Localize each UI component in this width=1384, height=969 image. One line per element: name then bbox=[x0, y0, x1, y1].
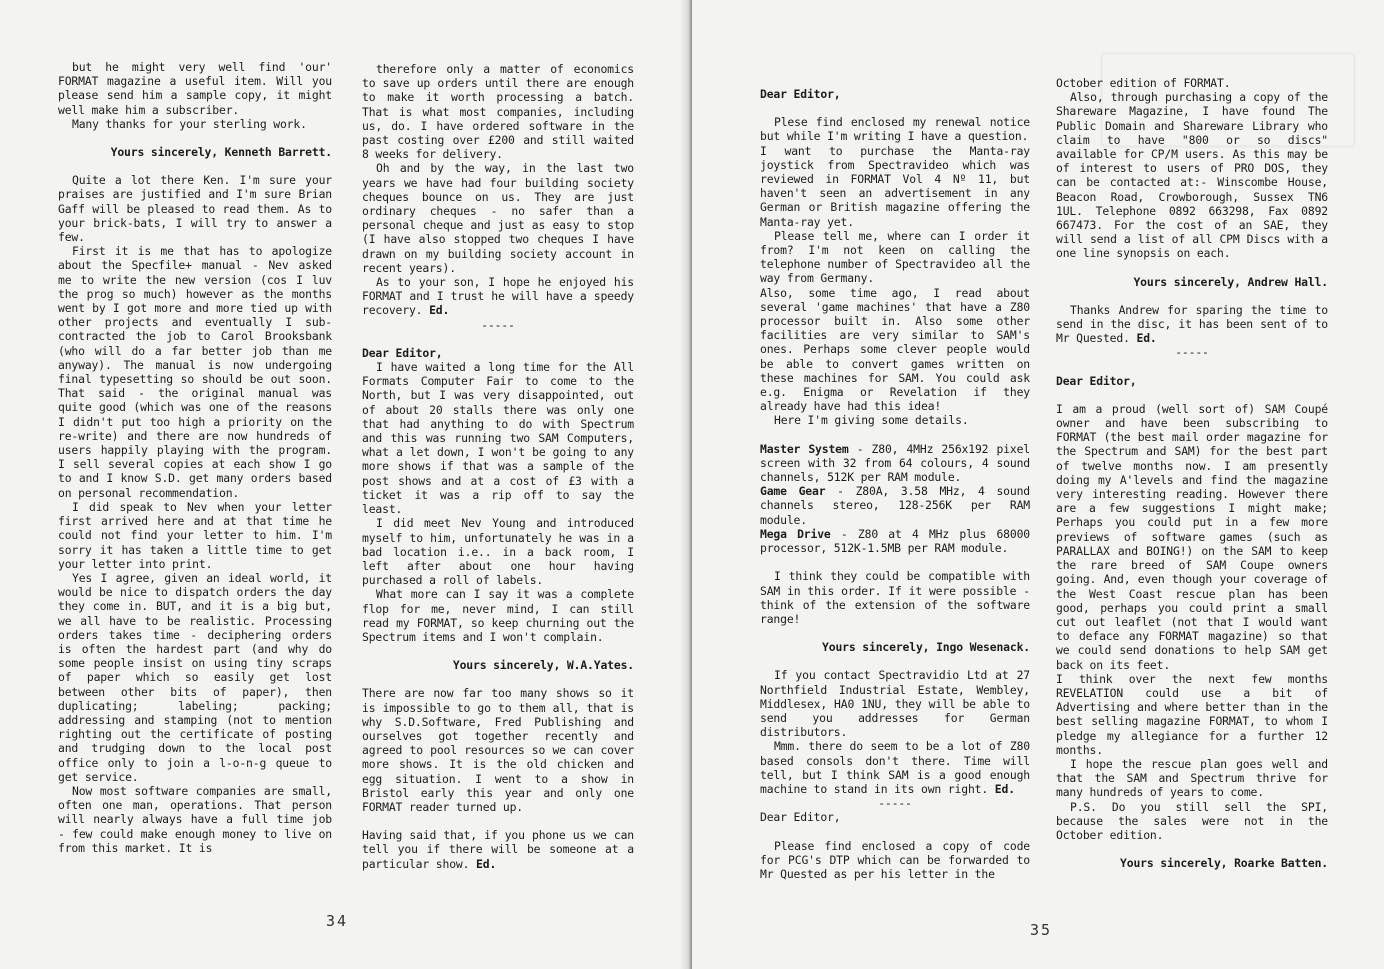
body-paragraph bbox=[1056, 402, 1328, 672]
paragraph-text: I am a proud (well sort of) SAM Coupé owner and have been subscribing to FORMAT (the best mail order magazine for the Spectrum and SAM) for the best part of twelve months now. I am presently doing my A'levels and find the magazine very interesting reading. However there are a few suggestions I might make; Perhaps you could put in a few more previews of software games (such as PARALLAX and BOING!) on the SAM to keep the rare breed of SAM Coupe owners going. And, even though your coverage of the West Coast rescue plan has been good, perhaps you could print a small cut out leaflet (not that I would want to deface any FORMAT magazine) so that we could send donations to help SAM get back on its feet. bbox=[1056, 401, 1328, 672]
paragraph-text: - Z80A, 3.58 MHz, 4 sound channels stereo, 128-256K per RAM module. bbox=[760, 484, 1030, 527]
editor-tag: Ed. bbox=[422, 303, 450, 318]
paragraph-text: Also, some time ago, I read about several 'game machines' that have a Z80 processor built in. Also some other facilities are very similar to SAM's ones. Perhaps some clever people would be able to convert games written on these machines for SAM. You could ask e.g. Enigma or Revelation if they already have had this idea! bbox=[760, 285, 1030, 414]
letter-signature: Yours sincerely, Kenneth Barrett. bbox=[110, 145, 332, 160]
body-paragraph bbox=[58, 571, 332, 784]
body-paragraph bbox=[1056, 303, 1328, 346]
letter-salutation: Dear Editor, bbox=[760, 810, 841, 825]
body-paragraph bbox=[760, 144, 1030, 229]
paragraph-text: Here I'm giving some details. bbox=[774, 413, 969, 428]
body-paragraph bbox=[362, 516, 634, 587]
page-number-left: 34 bbox=[326, 912, 349, 930]
paragraph-text: Yes I agree, given an ideal world, it would be nice to dispatch orders the day they come in. BUT, and it is a big but, we all have to be realistic. Processing orders takes time - deciphering orders is often the hardest part (and why do some people insist on using tiny scraps of paper which so easily get lost between other bits of paper), then duplicating; labeling; packing; addressing and stamping (not to mention righting out the certificate of posting and trudging down to the local post office only to join a l-o-n-g queue to get service. bbox=[58, 570, 332, 784]
editor-tag: Ed. bbox=[988, 781, 1015, 796]
right-page-column-1 bbox=[760, 73, 1030, 881]
paragraph-text: Oh and by the way, in the last two years we have had four building society cheques bounce on us. They are just ordinary cheques - no safer than a personal cheque and just as easy to stop (I have also stopped two cheques I have drawn on my building society account in recent years). bbox=[362, 161, 634, 275]
body-paragraph bbox=[362, 587, 634, 644]
body-paragraph bbox=[1056, 757, 1328, 800]
body-paragraph bbox=[760, 668, 1030, 739]
spec-heading: Master System bbox=[760, 441, 849, 456]
paragraph-text: P.S. Do you still sell the SPI, because the sales were not in the October edition. bbox=[1056, 799, 1328, 842]
paragraph-text: Quite a lot there Ken. I'm sure your praises are justified and I'm sure Brian Gaff will be pleased to read them. As to your brick-bats, I will try to answer a few. bbox=[58, 173, 332, 245]
body-paragraph bbox=[362, 360, 634, 516]
right-page-column-2 bbox=[1056, 76, 1328, 884]
paragraph-text: Mmm. there do seem to be a lot of Z80 based consols don't there. Time will tell, but I think SAM is a good enough machine to stand in its own right. bbox=[760, 739, 1030, 796]
body-paragraph bbox=[760, 739, 1030, 796]
right-page bbox=[692, 0, 1384, 969]
paragraph-text: Please tell me, where can I order it from? I'm not keen on calling the telephone number of Spectravideo all the way from Germany. bbox=[760, 228, 1030, 286]
paragraph-text: Now most software companies are small, often one man, operations. That person will nearly always have a full time job - few could make enough money to live on from this market. It is bbox=[58, 783, 332, 855]
body-paragraph bbox=[362, 275, 634, 318]
body-paragraph bbox=[760, 569, 1030, 626]
letter-signature: Yours sincerely, W.A.Yates. bbox=[452, 658, 634, 673]
letter-signature: Yours sincerely, Ingo Wesenack. bbox=[822, 640, 1030, 655]
section-separator: ----- bbox=[481, 317, 515, 332]
spec-heading: Game Gear bbox=[760, 484, 826, 499]
paragraph-text: I did meet Nev Young and introduced myself to him, unfortunately he was in a bad location i.e.. in a back room, I left after about one hour having purchased a roll of labels. bbox=[362, 516, 634, 588]
paragraph-text: I want to purchase the Manta-ray joystick from Spectravideo which was reviewed in FORMAT Vol 4 Nº 11, but haven't seen an advertisement in any German or British magazine offering the Manta-ray yet. bbox=[760, 143, 1030, 229]
body-paragraph bbox=[58, 173, 332, 244]
left-page-column-1 bbox=[58, 60, 332, 855]
letter-signature: Yours sincerely, Andrew Hall. bbox=[1133, 274, 1328, 289]
spec-heading: Mega Drive bbox=[760, 526, 831, 541]
body-paragraph bbox=[58, 117, 332, 131]
page-number-right: 35 bbox=[1030, 921, 1053, 939]
section-separator: ----- bbox=[1175, 345, 1209, 360]
section-separator: ----- bbox=[878, 796, 912, 811]
paragraph-text: - Z80 at 4 MHz plus 68000 processor, 512K-1.5MB per RAM module. bbox=[760, 526, 1031, 556]
body-paragraph bbox=[760, 115, 1030, 143]
body-paragraph bbox=[58, 244, 332, 500]
body-paragraph bbox=[760, 484, 1030, 527]
editor-tag: Ed. bbox=[469, 856, 497, 871]
body-paragraph bbox=[1056, 672, 1328, 757]
body-paragraph bbox=[362, 686, 634, 814]
body-paragraph bbox=[760, 413, 1030, 427]
body-paragraph bbox=[760, 527, 1030, 555]
paragraph-text: but he might very well find 'our' FORMAT magazine a useful item. Will you please send him a sample copy, it might well make him a subscriber. bbox=[58, 60, 332, 117]
paragraph-text: Also, through purchasing a copy of the Shareware Magazine, I have found The Public Domain and Shareware Library who claim to have "800 or so discs" available for CP/M users. As this may be of interest to users of PRO DOS, they can be contacted at:- Winscombe House, Beacon Road, Crowborough, Sussex TN6 1UL. Telephone 0892 663298, Fax 0892 667473. For the cost of an SAE, they will send a list of all CPM Discs with a one line synopsis on each. bbox=[1056, 90, 1328, 261]
body-paragraph bbox=[58, 500, 332, 571]
paragraph-text: - Z80, 4MHz 256x192 pixel screen with 32 from 64 colours, 4 sound channels, 512K per RAM module. bbox=[760, 441, 1031, 485]
paragraph-text: I hope the rescue plan goes well and that the SAM and Spectrum thrive for many hundreds of years to come. bbox=[1056, 756, 1328, 800]
paragraph-text: As to your son, I hope he enjoyed his FORMAT and I trust he will have a speedy recovery. bbox=[362, 275, 634, 318]
body-paragraph bbox=[1056, 76, 1328, 90]
body-paragraph bbox=[760, 442, 1030, 485]
paragraph-text: Many thanks for your sterling work. bbox=[72, 116, 307, 131]
body-paragraph bbox=[362, 161, 634, 275]
paragraph-text: Thanks Andrew for sparing the time to send in the disc, it has been sent of to Mr Quested. bbox=[1056, 302, 1328, 346]
paragraph-text: I did speak to Nev when your letter first arrived here and at that time he could not find your letter to him. I'm sorry it has taken a little time to get your letter into print. bbox=[58, 499, 332, 571]
paragraph-text: I think over the next few months REVELATION could use a bit of Advertising and where better than in the best selling magazine FORMAT, to whom I pledge my allegiance for a further 12 months. bbox=[1056, 671, 1328, 757]
body-paragraph bbox=[760, 229, 1030, 286]
letter-salutation: Dear Editor, bbox=[1056, 373, 1137, 388]
body-paragraph bbox=[760, 839, 1030, 882]
paragraph-text: I think they could be compatible with SAM in this order. If it were possible - think of the extension of the software range! bbox=[760, 569, 1030, 626]
body-paragraph bbox=[362, 62, 634, 161]
left-page-column-2 bbox=[362, 62, 634, 871]
body-paragraph bbox=[760, 286, 1030, 414]
body-paragraph bbox=[1056, 800, 1328, 843]
paragraph-text: I have waited a long time for the All Formats Computer Fair to come to the North, but I was very disappointed, out of about 20 stalls there was only one that had anything to do with Spectrum and this was running two SAM Computers, what a let down, I won't be going to any more shows if that was a sample of the post shows and at a cost of £3 with a ticket it was a rip off to say the least. bbox=[362, 360, 634, 517]
body-paragraph bbox=[58, 60, 332, 117]
paragraph-text: Plese find enclosed my renewal notice but while I'm writing I have a question. bbox=[760, 115, 1030, 144]
letter-salutation: Dear Editor, bbox=[362, 345, 443, 360]
letter-signature: Yours sincerely, Roarke Batten. bbox=[1120, 856, 1328, 871]
paragraph-text: Having said that, if you phone us we can tell you if there will be someone at a particular show. bbox=[362, 828, 634, 871]
letter-salutation: Dear Editor, bbox=[760, 87, 841, 101]
body-paragraph bbox=[58, 784, 332, 855]
editor-tag: Ed. bbox=[1129, 331, 1157, 346]
paragraph-text: If you contact Spectravidio Ltd at 27 Northfield Industrial Estate, Wembley, Middlesex, HA0 1NU, they will be able to send you addresses for German distributors. bbox=[760, 668, 1030, 740]
left-page bbox=[0, 0, 690, 969]
body-paragraph bbox=[1056, 90, 1328, 260]
paragraph-text: There are now far too many shows so it is impossible to go to them all, that is why S.D.Software, Fred Publishing and ourselves got together recently and agreed to pool resources so we can cover more shows. It is the old chicken and egg situation. I went to a show in Bristol early this year and only one FORMAT reader turned up. bbox=[362, 686, 634, 814]
body-paragraph bbox=[362, 828, 634, 871]
paragraph-text: therefore only a matter of economics to save up orders until there are enough to make it worth processing a batch. That is what most companies, including us, do. I have ordered software in the past costing over £200 and still waited 8 weeks for delivery. bbox=[362, 62, 634, 162]
paragraph-text: Please find enclosed a copy of code for PCG's DTP which can be forwarded to Mr Quested as per his letter in the bbox=[760, 838, 1030, 881]
paragraph-text: What more can I say it was a complete flop for me, never mind, I can still read my FORMAT, so keep churning out the Spectrum items and I won't complain. bbox=[362, 587, 634, 644]
paragraph-text: October edition of FORMAT. bbox=[1056, 76, 1231, 90]
paragraph-text: First it is me that has to apologize about the Specfile+ manual - Nev asked me to write the new version (cos I luv the prog so much) however as the months went by I got more and more tied up with other projects and eventually I sub-contracted the job to Carol Brooksbank (who will do a far better job than me anyway). The manual is now undergoing final typesetting so should be out soon. That said - the original manual was quite good (which was one of the reasons I didn't put too high a priority on the re-write) and there are now hundreds of users happily playing with the program. I sell several copies at each show I go to and I know S.D. get many orders based on personal recommendation. bbox=[58, 244, 332, 500]
